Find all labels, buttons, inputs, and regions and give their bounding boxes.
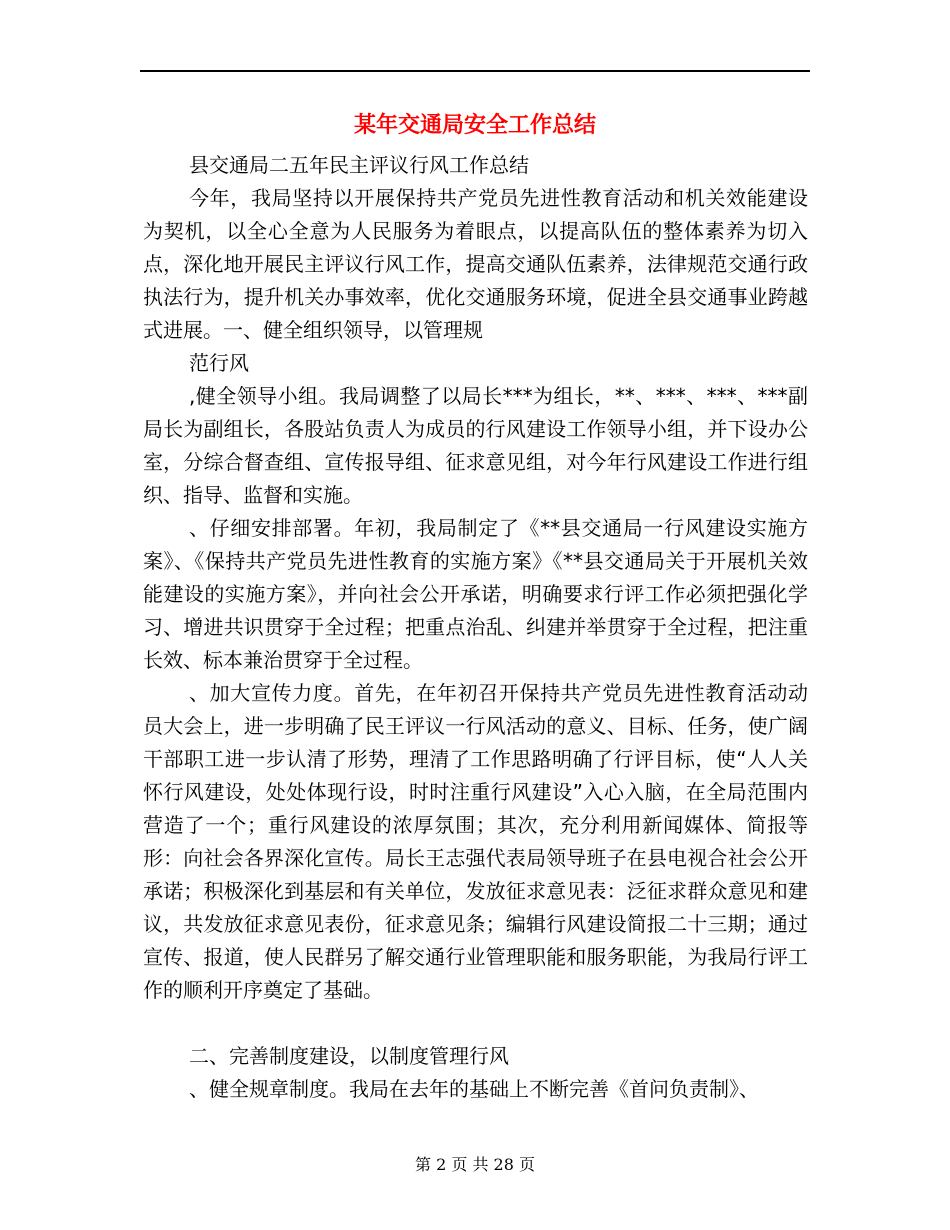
paragraph-subtitle: 县交通局二五年民主评议行风工作总结 — [189, 153, 529, 177]
paragraph-continuation: 范行风 — [189, 351, 249, 375]
section-heading-two: 二、完善制度建设，以制度管理行风 — [189, 1044, 509, 1068]
page-footer: 第 2 页 共 28 页 — [415, 1155, 535, 1174]
header-rule — [140, 70, 810, 72]
paragraph-leadership-group: ,健全领导小组。我局调整了以局长***为组长，**、***、***、***副局长为副组长，各股站负责人为成员的行风建设工作领导小组，并下设办公室，分综合督查组、宣传报导组、征求意见组，对今年行风建设工作进行组织、指导、监督和实施。 — [143, 384, 808, 507]
paragraph-deployment: 、仔细安排部署。年初，我局制定了《**县交通局一行风建设实施方案》、《保持共产党员先进性教育的实施方案》《**县交通局关于开展机关效能建设的实施方案》，并向社会公开承诺，明确要求行评工作必须把强化学习、增进共识贯穿于全过程；把重点治乱、纠建并举贯穿于全过程，把注重长效、标本兼治贯穿于全过程。 — [143, 516, 808, 672]
paragraph-intro: 今年，我局坚持以开展保持共产党员先进性教育活动和机关效能建设为契机，以全心全意为人民服务为着眼点，以提高队伍的整体素养为切入点，深化地开展民主评议行风工作，提高交通队伍素养，法律规范交通行政执法行为，提升机关办事效率，优化交通服务环境，促进全县交通事业跨越式进展。一、健全组织领导，以管理规 — [143, 186, 808, 342]
document-title: 某年交通局安全工作总结 — [353, 113, 596, 138]
paragraph-rules: 、健全规章制度。我局在去年的基础上不断完善《首问负责制》、 — [189, 1077, 759, 1101]
paragraph-publicity: 、加大宣传力度。首先，在年初召开保持共产党员先进性教育活动动员大会上，进一步明确了民王评议一行风活动的意义、目标、任务，使广阔干部职工进一步认清了形势，理清了工作思路明确了行评目标，使“人人关怀行风建设，处处体现行设，时时注重行风建设”入心入脑，在全局范围内营造了一个；重行风建设的浓厚氛围；其次，充分利用新闻媒体、简报等形：向社会各界深化宣传。局长王志强代表局领导班子在县电视合社会公开承诺；积极深化到基层和有关单位，发放征求意见表：泛征求群众意见和建议，共发放征求意见表份，征求意见条；编辑行风建设简报二十三期；通过宣传、报道，使人民群另了解交通行业管理职能和服务职能，为我局行评工作的顺利开序奠定了基础。 — [143, 681, 808, 1002]
